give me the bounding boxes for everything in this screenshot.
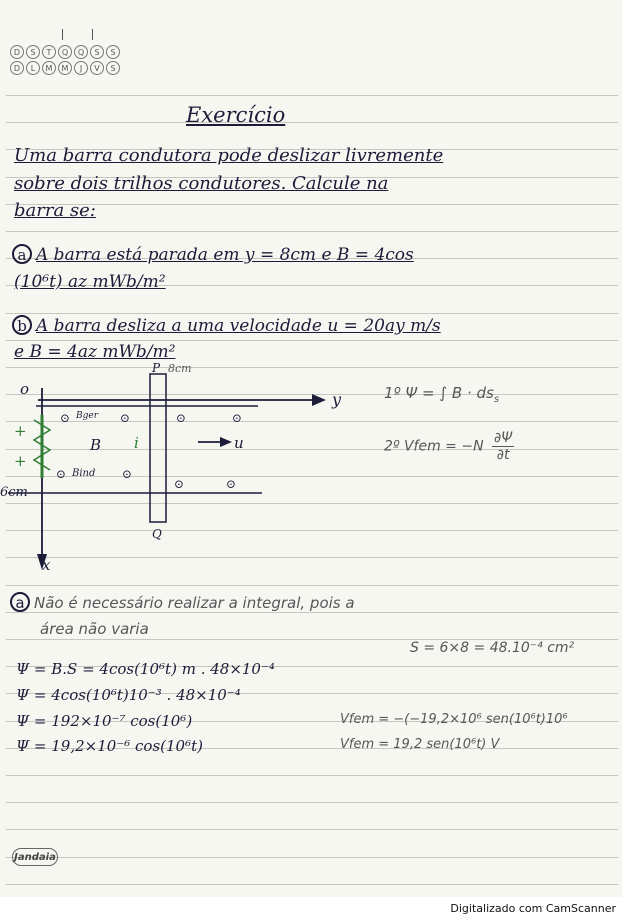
ruled-line — [6, 585, 618, 586]
ruled-line — [6, 802, 618, 803]
step-1-text: 1º Ψ = ∫ B · ds — [384, 384, 494, 402]
scanner-watermark: Digitalizado com CamScanner — [450, 902, 616, 915]
dot-mark: ⊙ — [122, 467, 133, 481]
weekday-dot: M — [58, 61, 72, 75]
weekday-dot: L — [26, 61, 40, 75]
weekday-row-top — [10, 45, 120, 59]
distance-8cm-label: 8cm — [168, 362, 192, 375]
solution-a-line-1 — [10, 592, 355, 612]
dot-mark: ⊙ — [226, 477, 237, 491]
step-2-fraction — [492, 430, 514, 463]
plus-sign: + — [14, 452, 27, 470]
weekday-dot: S — [106, 61, 120, 75]
vfem-line-1: Vfem = −(−19,2×10⁶ sen(10⁶t)10⁶ — [340, 712, 568, 727]
equation-1: Ψ = B.S = 4cos(10⁶t) m . 48×10⁻⁴ — [16, 660, 275, 678]
weekday-dot: S — [26, 45, 40, 59]
dot-mark: ⊙ — [60, 411, 71, 425]
dot-mark: ⊙ — [174, 477, 185, 491]
weekday-dot: D — [10, 45, 24, 59]
step-2-denominator: ∂t — [496, 447, 510, 463]
area-calculation: S = 6×8 = 48.10⁻⁴ cm² — [410, 640, 575, 656]
ruled-line — [6, 122, 618, 123]
page-title: Exercício — [186, 103, 286, 127]
header-tick — [62, 29, 63, 40]
step-2 — [384, 430, 514, 463]
item-marker: b — [12, 315, 32, 335]
b-generated-label: Bger — [76, 411, 99, 421]
item-b-text: A barra desliza a uma velocidade u = 20ay m/s — [36, 316, 441, 336]
rail-bar-diagram — [0, 360, 342, 580]
x-axis-label: x — [42, 556, 51, 574]
y-arrow-icon — [312, 394, 326, 406]
b-induced-label: Bind — [72, 468, 96, 479]
problem-line-1: Uma barra condutora pode deslizar livremente — [14, 145, 444, 166]
ruled-line — [6, 340, 618, 341]
velocity-u-label: u — [234, 434, 244, 452]
ruled-line — [6, 204, 618, 205]
weekday-row-bottom — [10, 61, 120, 75]
item-a-line-2: (10⁶t) az mWb/m² — [14, 272, 166, 292]
dot-mark: ⊙ — [56, 467, 67, 481]
weekday-dot: J — [74, 61, 88, 75]
item-a-text: A barra está parada em y = 8cm e B = 4cos — [36, 245, 414, 265]
ruled-line — [6, 884, 618, 885]
distance-6cm-label: 6cm — [0, 485, 28, 500]
sliding-bar — [150, 374, 166, 522]
weekday-dot: S — [90, 45, 104, 59]
step-2-text: 2º Vfem = −N — [384, 438, 484, 455]
item-b-line-1 — [12, 315, 441, 336]
point-p-label: P — [152, 361, 161, 375]
ruled-line — [6, 829, 618, 830]
ruled-line — [6, 612, 618, 613]
dot-mark: ⊙ — [120, 411, 131, 425]
jandaia-logo: Jandaia — [12, 848, 58, 866]
weekday-dot: M — [42, 61, 56, 75]
item-b-line-2: e B = 4az mWb/m² — [14, 342, 176, 362]
problem-line-3: barra se: — [14, 200, 96, 221]
weekday-dot: Q — [58, 45, 72, 59]
equation-3: Ψ = 192×10⁻⁷ cos(10⁶) — [16, 712, 193, 730]
step-2-numerator: ∂Ψ — [494, 430, 513, 446]
y-axis-label: y — [332, 390, 342, 409]
step-1-subscript: s — [493, 394, 500, 405]
weekday-dot: Q — [74, 45, 88, 59]
origin-label: o — [20, 380, 30, 398]
equation-2: Ψ = 4cos(10⁶t)10⁻³ . 48×10⁻⁴ — [16, 686, 241, 704]
ruled-line — [6, 857, 618, 858]
ruled-line — [6, 231, 618, 232]
weekday-dot: T — [42, 45, 56, 59]
header-tick — [92, 29, 93, 40]
equation-4: Ψ = 19,2×10⁻⁶ cos(10⁶t) — [16, 737, 203, 755]
solution-a-text: Não é necessário realizar a integral, pois a — [34, 594, 355, 612]
weekday-dot: S — [106, 45, 120, 59]
plus-sign: + — [14, 422, 27, 440]
ruled-line — [6, 775, 618, 776]
item-marker: a — [12, 244, 32, 264]
current-i-label: i — [134, 434, 139, 452]
velocity-arrow-icon — [220, 437, 232, 447]
weekday-dot: D — [10, 61, 24, 75]
dot-mark: ⊙ — [232, 411, 243, 425]
weekday-dot: V — [90, 61, 104, 75]
problem-line-2: sobre dois trilhos condutores. Calcule na — [14, 173, 389, 194]
ruled-line — [6, 95, 618, 96]
solution-a-line-2: área não varia — [40, 620, 149, 638]
dot-mark: ⊙ — [176, 411, 187, 425]
ruled-line — [6, 313, 618, 314]
field-b-label: B — [90, 436, 102, 454]
step-1 — [384, 384, 499, 405]
vfem-line-2: Vfem = 19,2 sen(10⁶t) V — [340, 737, 500, 752]
item-a-line-1 — [12, 244, 414, 265]
item-marker: a — [10, 592, 30, 612]
point-q-label: Q — [152, 527, 162, 541]
